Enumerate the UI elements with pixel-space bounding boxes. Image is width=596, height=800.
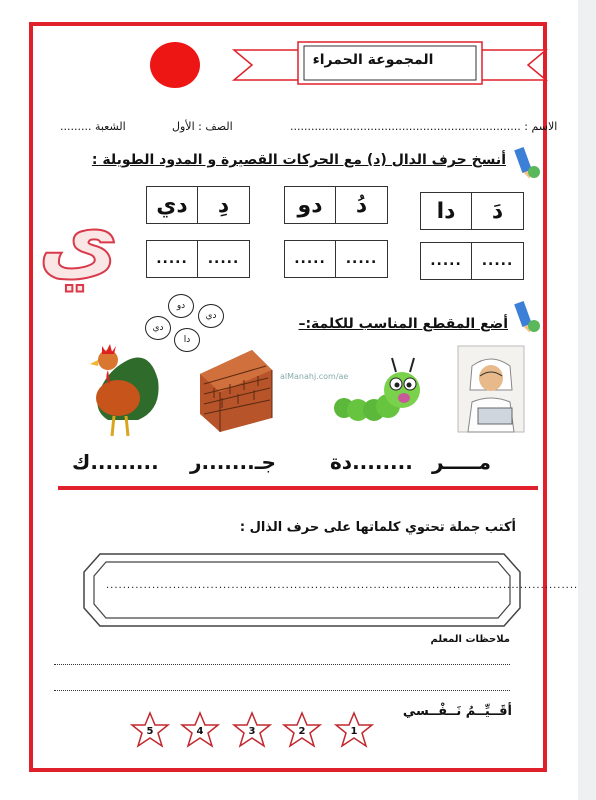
- sentence-answer-dots[interactable]: .................................................................................................................: [106, 580, 579, 591]
- letter-group-3: [146, 186, 250, 224]
- exercise3-instruction: أكتب جملة تحتوي كلماتها على حرف الذال :: [239, 520, 516, 535]
- syllable-bubble: دي: [145, 316, 171, 340]
- big-letter-ya: ي: [38, 188, 119, 291]
- star-number: 3: [248, 726, 256, 737]
- notes-line[interactable]: [54, 664, 510, 665]
- watermark-text: alManahj.com/ae: [280, 372, 349, 381]
- teacher-notes-label: ملاحظات المعلم: [430, 634, 510, 645]
- group-title: المجموعة الحمراء: [312, 52, 434, 68]
- copy-row-1: [420, 242, 524, 280]
- star-number: 1: [350, 726, 358, 737]
- exercise1-instruction: أنسخ حرف الدال (د) مع الحركات القصيرة و المدود الطويلة :: [91, 152, 506, 168]
- rooster-picture: [78, 340, 166, 440]
- copy-blank[interactable]: .....: [198, 240, 250, 278]
- page-edge: [578, 0, 596, 800]
- section-field[interactable]: الشعبة .........: [60, 120, 126, 133]
- star-number: 5: [146, 726, 154, 737]
- long-vowel-cell: دي: [146, 186, 198, 224]
- word-blank-1[interactable]: مـــــر: [432, 450, 492, 474]
- copy-blank[interactable]: .....: [472, 242, 524, 280]
- star-number: 4: [196, 726, 204, 737]
- short-vowel-cell: دُ: [336, 186, 388, 224]
- section-divider: [58, 486, 538, 490]
- letter-group-1: [420, 192, 524, 230]
- long-vowel-cell: دو: [284, 186, 336, 224]
- name-field[interactable]: الاسم : ..................................................................: [290, 120, 558, 133]
- copy-blank[interactable]: .....: [420, 242, 472, 280]
- copy-blank[interactable]: .....: [284, 240, 336, 278]
- word-blank-3[interactable]: جـ.......ر: [190, 450, 276, 474]
- rating-star-4[interactable]: [180, 712, 220, 748]
- pencil-icon: [508, 146, 542, 182]
- copy-row-2: [284, 240, 388, 278]
- pencil-icon: [508, 300, 542, 336]
- word-blank-4[interactable]: .........ك: [72, 450, 159, 474]
- caterpillar-picture: [330, 350, 426, 430]
- syllable-bubble: دي: [198, 304, 224, 328]
- letter-group-2: [284, 186, 388, 224]
- copy-blank[interactable]: .....: [336, 240, 388, 278]
- rating-star-1[interactable]: [334, 712, 374, 748]
- notes-line[interactable]: [54, 690, 510, 691]
- star-number: 2: [298, 726, 306, 737]
- rating-star-2[interactable]: [282, 712, 322, 748]
- syllable-bubble: دا: [174, 328, 200, 352]
- copy-blank[interactable]: .....: [146, 240, 198, 278]
- copy-row-3: [146, 240, 250, 278]
- short-vowel-cell: دِ: [198, 186, 250, 224]
- syllable-bubble: دو: [168, 294, 194, 318]
- word-blank-2[interactable]: ........دة: [330, 450, 413, 474]
- class-label: الصف : الأول: [172, 120, 233, 133]
- short-vowel-cell: دَ: [472, 192, 524, 230]
- rating-star-3[interactable]: [232, 712, 272, 748]
- long-vowel-cell: دا: [420, 192, 472, 230]
- man-picture: [458, 346, 524, 432]
- self-assessment-label: أقَــيِّــمُ نَــفْــسي: [402, 704, 512, 719]
- rating-star-5[interactable]: [130, 712, 170, 748]
- red-group-circle: [150, 42, 200, 88]
- exercise2-instruction: أضع المقطع المناسب للكلمة:–: [298, 316, 508, 332]
- brick-wall-picture: [194, 344, 276, 434]
